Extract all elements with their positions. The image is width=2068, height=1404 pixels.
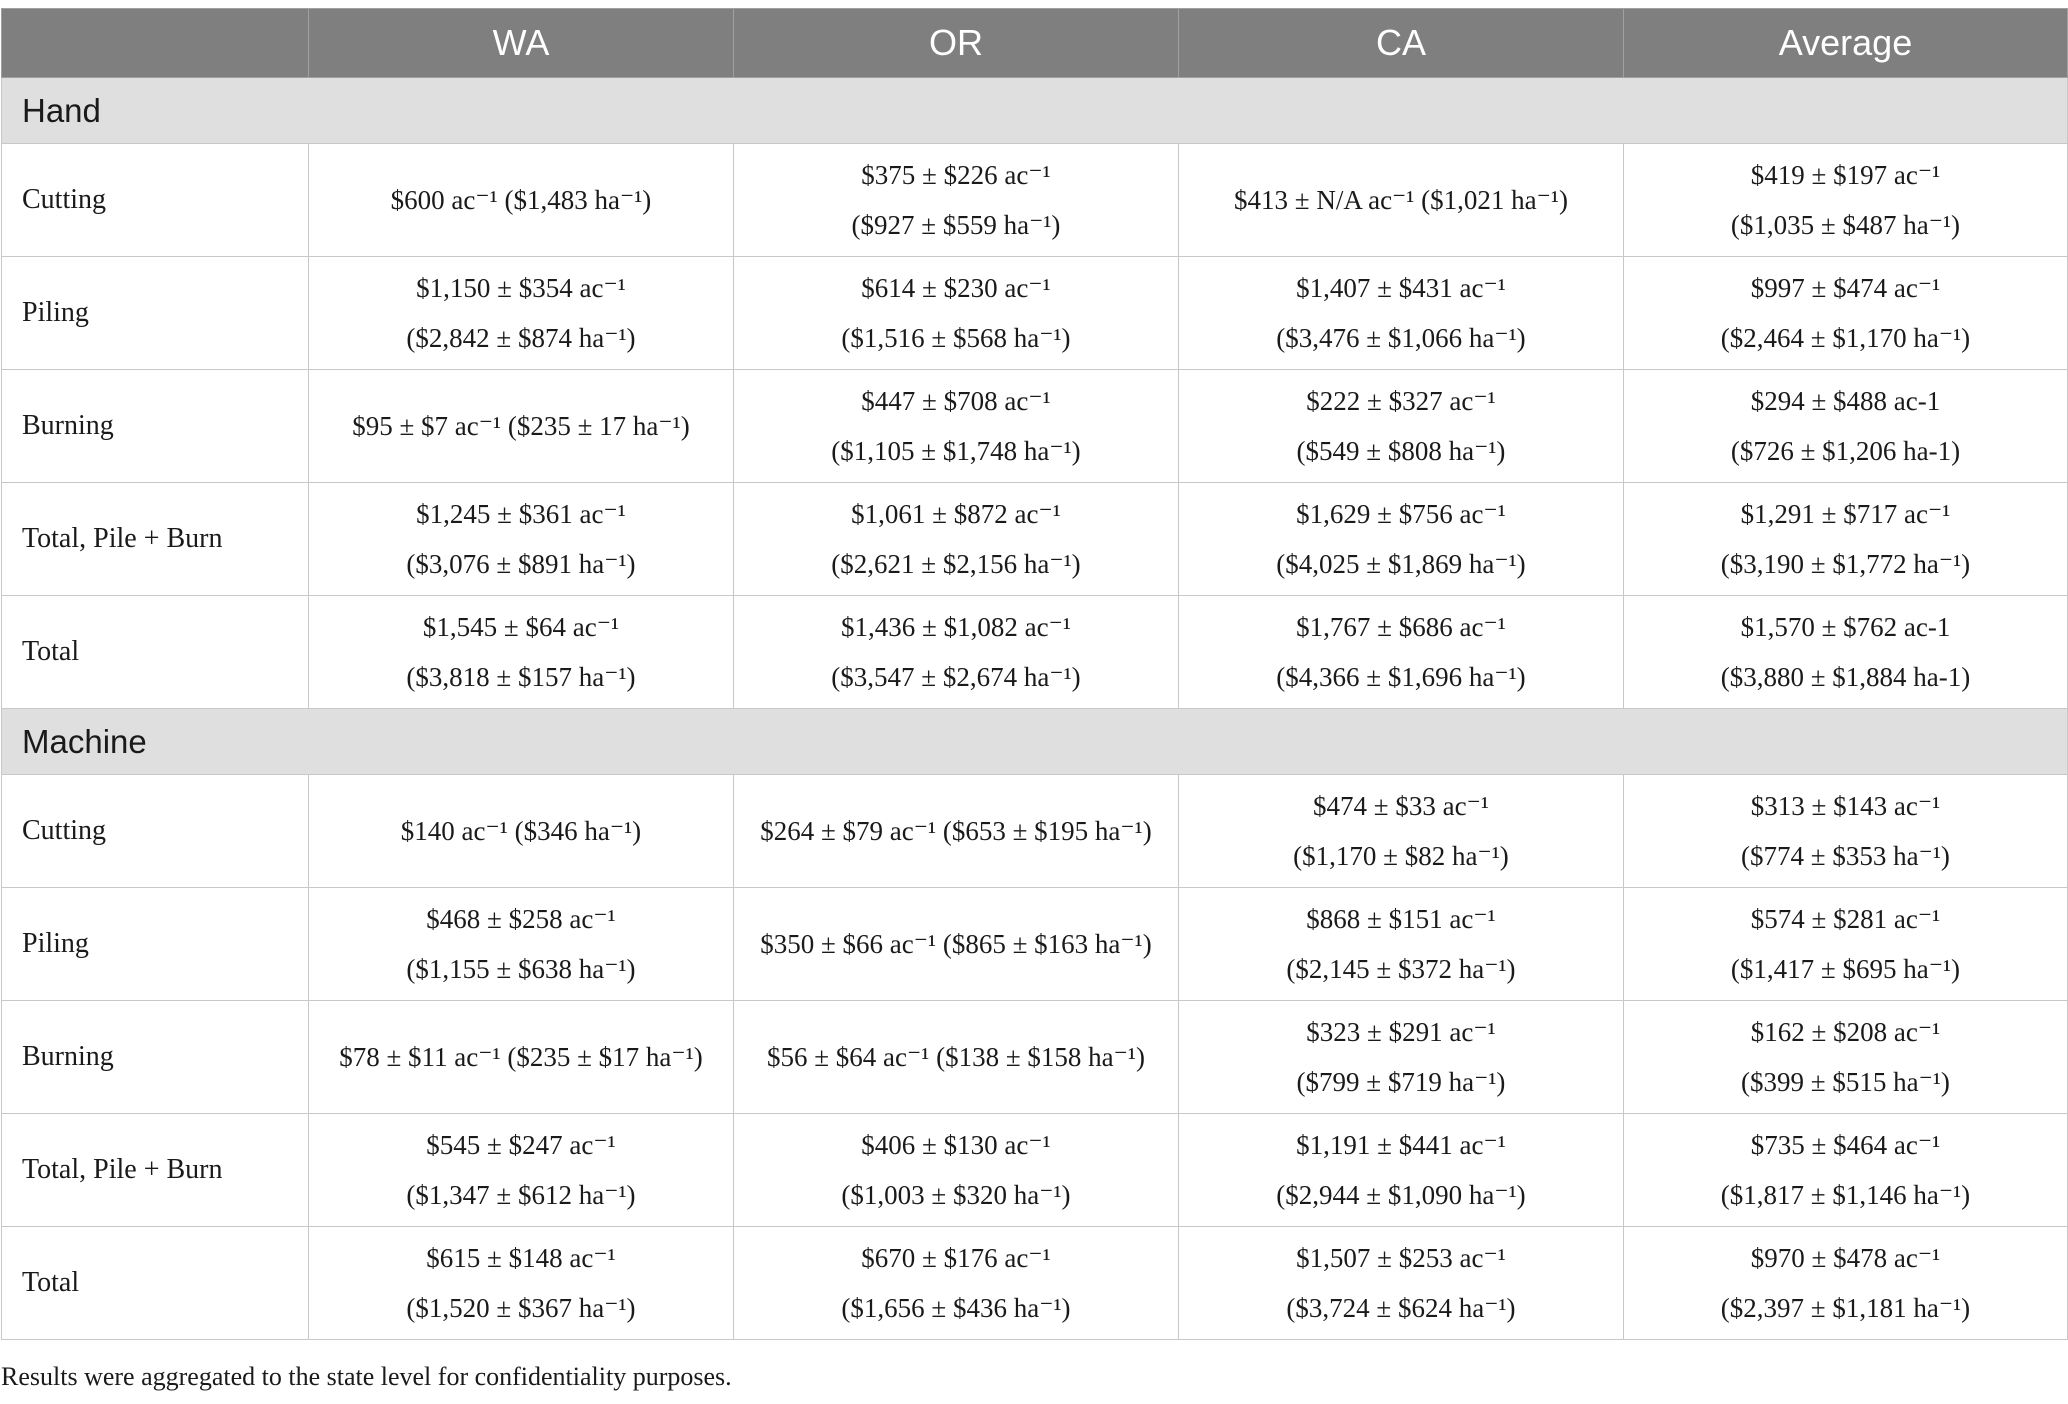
table-cell [734,775,1179,888]
cell-line: $375 ± $226 ac⁻¹ [861,160,1051,190]
cell-line: ($1,347 ± $612 ha⁻¹) [406,1180,636,1210]
cell-line: $95 ± $7 ac⁻¹ ($235 ± 17 ha⁻¹) [352,411,690,441]
table-cell [1624,144,2068,257]
cell-line: $1,767 ± $686 ac⁻¹ [1296,612,1506,642]
cell-line: $1,436 ± $1,082 ac⁻¹ [841,612,1071,642]
cell-line: $313 ± $143 ac⁻¹ [1750,791,1941,821]
cell-line: ($2,464 ± $1,170 ha⁻¹) [1720,323,1971,353]
table-cell [1179,1001,1624,1114]
cell-line: ($1,003 ± $320 ha⁻¹) [841,1180,1071,1210]
cell-line: ($4,366 ± $1,696 ha⁻¹) [1276,662,1526,692]
cell-line: ($3,076 ± $891 ha⁻¹) [406,549,636,579]
row-label: Piling [2,257,309,370]
cell-line: ($4,025 ± $1,869 ha⁻¹) [1276,549,1526,579]
cell-line: ($1,170 ± $82 ha⁻¹) [1293,841,1509,871]
table-row [2,596,2068,709]
row-label: Cutting [2,144,309,257]
cell-line: ($1,516 ± $568 ha⁻¹) [841,323,1071,353]
table-cell [1179,888,1624,1001]
cell-line: $997 ± $474 ac⁻¹ [1750,273,1941,303]
cell-line: $140 ac⁻¹ ($346 ha⁻¹) [400,816,642,846]
table-row [2,1227,2068,1340]
table-header [2,9,2068,78]
cell-line: ($1,155 ± $638 ha⁻¹) [406,954,636,984]
cell-line: ($2,397 ± $1,181 ha⁻¹) [1720,1293,1971,1323]
cell-line: ($1,817 ± $1,146 ha⁻¹) [1720,1180,1971,1210]
table-row [2,1001,2068,1114]
row-label: Burning [2,370,309,483]
table-cell [734,888,1179,1001]
cost-table-container [0,8,2068,1340]
cell-line: ($799 ± $719 ha⁻¹) [1296,1067,1506,1097]
row-label: Burning [2,1001,309,1114]
cell-line: ($1,417 ± $695 ha⁻¹) [1730,954,1961,984]
cell-line: $1,245 ± $361 ac⁻¹ [416,499,626,529]
cell-line: $474 ± $33 ac⁻¹ [1313,791,1489,821]
cell-line: $1,291 ± $717 ac⁻¹ [1740,499,1951,529]
table-cell [734,483,1179,596]
section-title: Hand [2,78,2068,144]
cell-line: $323 ± $291 ac⁻¹ [1306,1017,1496,1047]
cell-line: $868 ± $151 ac⁻¹ [1306,904,1496,934]
cell-line: ($3,724 ± $624 ha⁻¹) [1286,1293,1516,1323]
cell-line: ($2,621 ± $2,156 ha⁻¹) [831,549,1081,579]
table-cell [1179,370,1624,483]
row-label: Total, Pile + Burn [2,483,309,596]
cell-line: $264 ± $79 ac⁻¹ ($653 ± $195 ha⁻¹) [760,816,1152,846]
cell-line: ($3,476 ± $1,066 ha⁻¹) [1276,323,1526,353]
header-row [2,9,2068,78]
cell-line: $468 ± $258 ac⁻¹ [426,904,616,934]
table-body [2,78,2068,1340]
table-cell [1624,775,2068,888]
table-cell [309,144,734,257]
header-cell-ca: CA [1179,9,1624,78]
cell-line: ($3,880 ± $1,884 ha-1) [1720,662,1971,692]
cell-line: $1,629 ± $756 ac⁻¹ [1296,499,1506,529]
cell-line: ($726 ± $1,206 ha-1) [1730,436,1961,466]
row-label: Cutting [2,775,309,888]
header-cell-average: Average [1624,9,2068,78]
header-cell-or: OR [734,9,1179,78]
table-cell [1624,596,2068,709]
table-cell [1624,483,2068,596]
table-cell [1179,257,1624,370]
table-cell [1624,1001,2068,1114]
table-cell [1179,775,1624,888]
cell-line: $222 ± $327 ac⁻¹ [1306,386,1496,416]
cell-line: ($774 ± $353 ha⁻¹) [1741,841,1950,871]
cell-line: ($1,105 ± $1,748 ha⁻¹) [831,436,1081,466]
cell-line: $162 ± $208 ac⁻¹ [1750,1017,1941,1047]
cell-line: $614 ± $230 ac⁻¹ [861,273,1051,303]
section-title: Machine [2,709,2068,775]
table-cell [1624,370,2068,483]
cell-line: $735 ± $464 ac⁻¹ [1750,1130,1941,1160]
cell-line: $615 ± $148 ac⁻¹ [426,1243,616,1273]
cell-line: ($549 ± $808 ha⁻¹) [1296,436,1506,466]
cell-line: ($2,944 ± $1,090 ha⁻¹) [1276,1180,1526,1210]
cell-line: ($3,190 ± $1,772 ha⁻¹) [1720,549,1971,579]
section-row [2,78,2068,144]
table-cell [1179,144,1624,257]
cell-line: $1,191 ± $441 ac⁻¹ [1296,1130,1506,1160]
cell-line: $447 ± $708 ac⁻¹ [861,386,1051,416]
table-cell [309,888,734,1001]
table-cell [734,257,1179,370]
table-row [2,888,2068,1001]
table-cell [309,257,734,370]
table-cell [1179,1114,1624,1227]
table-cell [309,1114,734,1227]
cell-line: $1,570 ± $762 ac-1 [1740,612,1951,642]
table-cell [1179,483,1624,596]
cell-line: $419 ± $197 ac⁻¹ [1750,160,1941,190]
cell-line: $545 ± $247 ac⁻¹ [426,1130,616,1160]
table-cell [734,596,1179,709]
table-cell [1179,596,1624,709]
cell-line: $1,061 ± $872 ac⁻¹ [851,499,1061,529]
cell-line: $1,545 ± $64 ac⁻¹ [422,612,620,642]
cell-line: ($1,656 ± $436 ha⁻¹) [841,1293,1071,1323]
cell-line: $406 ± $130 ac⁻¹ [861,1130,1051,1160]
cell-line: ($2,145 ± $372 ha⁻¹) [1286,954,1516,984]
cell-line: ($2,842 ± $874 ha⁻¹) [406,323,636,353]
cell-line: $350 ± $66 ac⁻¹ ($865 ± $163 ha⁻¹) [760,929,1152,959]
table-cell [734,1001,1179,1114]
cell-line: $294 ± $488 ac-1 [1750,386,1941,416]
table-cell [1624,257,2068,370]
row-label: Piling [2,888,309,1001]
table-cell [309,1001,734,1114]
table-cell [309,596,734,709]
cell-line: ($1,520 ± $367 ha⁻¹) [406,1293,636,1323]
cost-table [1,8,2068,1340]
table-row [2,775,2068,888]
table-cell [1624,1114,2068,1227]
table-row [2,370,2068,483]
table-cell [734,1114,1179,1227]
section-row [2,709,2068,775]
header-cell-wa: WA [309,9,734,78]
table-cell [1179,1227,1624,1340]
header-cell-blank [2,9,309,78]
cell-line: $1,150 ± $354 ac⁻¹ [416,273,626,303]
table-cell [734,370,1179,483]
cell-line: $78 ± $11 ac⁻¹ ($235 ± $17 ha⁻¹) [339,1042,703,1072]
table-cell [734,144,1179,257]
table-row [2,257,2068,370]
table-cell [734,1227,1179,1340]
row-label: Total [2,1227,309,1340]
cell-line: ($3,818 ± $157 ha⁻¹) [406,662,636,692]
cell-line: $56 ± $64 ac⁻¹ ($138 ± $158 ha⁻¹) [766,1042,1145,1072]
cell-line: ($399 ± $515 ha⁻¹) [1741,1067,1950,1097]
table-row [2,144,2068,257]
cell-line: $670 ± $176 ac⁻¹ [861,1243,1051,1273]
table-cell [309,483,734,596]
table-cell [1624,1227,2068,1340]
table-footnote: Results were aggregated to the state level for confidentiality purposes. [1,1362,732,1391]
table-cell [309,1227,734,1340]
table-row [2,1114,2068,1227]
cell-line: $970 ± $478 ac⁻¹ [1750,1243,1941,1273]
cell-line: ($927 ± $559 ha⁻¹) [851,210,1061,240]
cell-line: ($3,547 ± $2,674 ha⁻¹) [831,662,1081,692]
table-cell [309,370,734,483]
cell-line: $600 ac⁻¹ ($1,483 ha⁻¹) [390,185,652,215]
row-label: Total [2,596,309,709]
table-cell [1624,888,2068,1001]
cell-line: $574 ± $281 ac⁻¹ [1750,904,1941,934]
cell-line: $1,507 ± $253 ac⁻¹ [1296,1243,1506,1273]
table-cell [309,775,734,888]
cell-line: $1,407 ± $431 ac⁻¹ [1296,273,1506,303]
row-label: Total, Pile + Burn [2,1114,309,1227]
table-row [2,483,2068,596]
cell-line: $413 ± N/A ac⁻¹ ($1,021 ha⁻¹) [1234,185,1568,215]
cell-line: ($1,035 ± $487 ha⁻¹) [1730,210,1961,240]
